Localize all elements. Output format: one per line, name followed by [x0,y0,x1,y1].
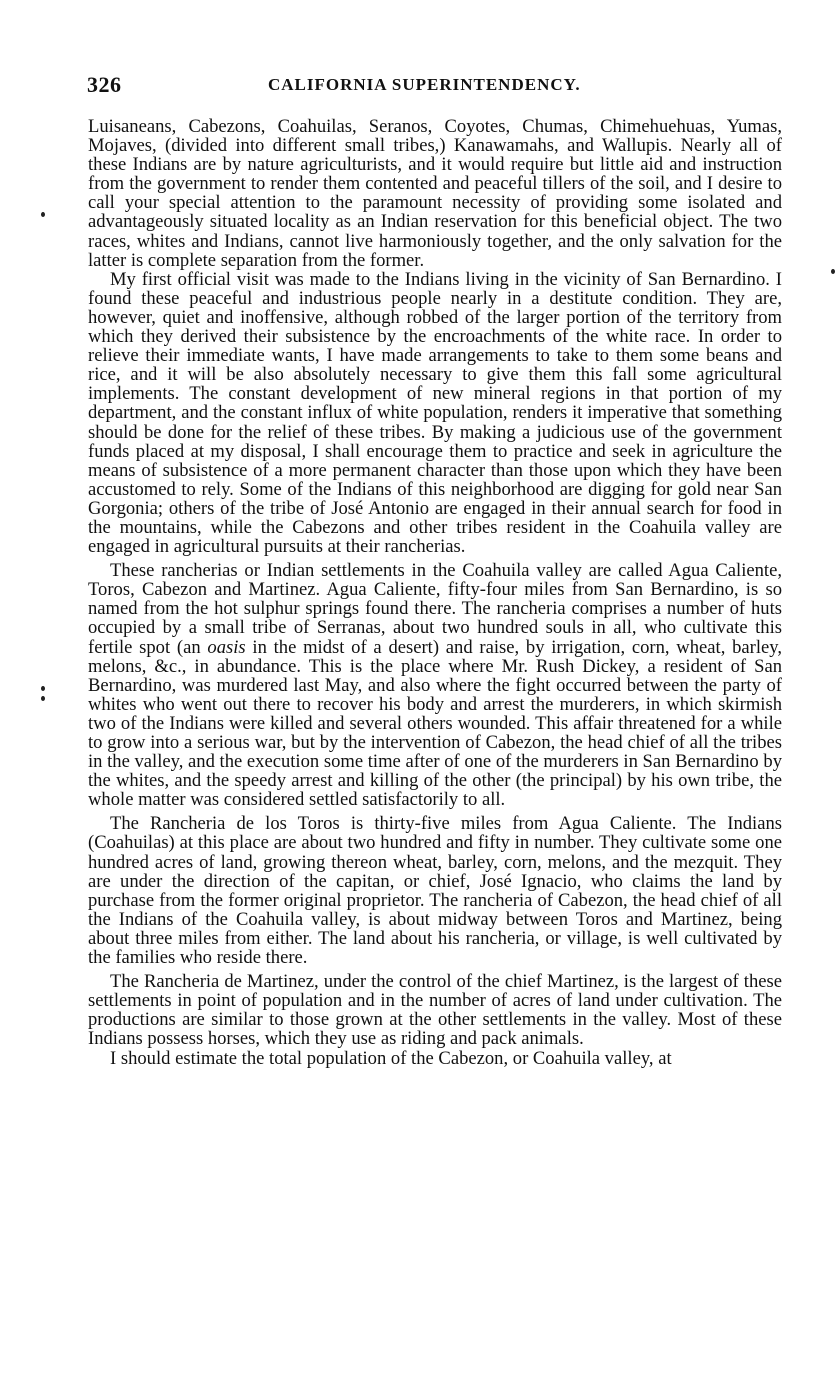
paragraph-3-italic: oasis [207,636,246,658]
paragraph-6: I should estimate the total population of the Cabezon, or Coahuila valley, at [110,1047,672,1069]
body-text [88,117,782,1068]
margin-speck [41,212,45,217]
page-number: 326 [87,72,122,97]
paragraph-4: The Rancheria de los Toros is thirty-five miles from Agua Caliente. The Indians (Coahuilas) at this place are about two hundred and fifty in number. They cultivate some one hundred acres of land, growing thereon wheat, barley, corn, melons, and the mezquit. They are under the direction of the capitan, or chief, José Ignacio, who claims the land by purchase from the former original proprietor. The rancheria of Cabezon, the head chief of all the Indians of the Coahuila valley, is about midway between Toros and Martinez, being about three miles from either. The land about his rancheria, or village, is well cultivated by the families who reside there. [88,813,782,969]
margin-speck [41,686,45,691]
paragraph-5: The Rancheria de Martinez, under the control of the chief Martinez, is the largest of these settlements in point of population and in the number of acres of land under cultivation. The productions are similar to those grown at the other settlements in the valley. Most of these Indians possess horses, which they use as riding and pack animals. [88,971,782,1050]
running-head: CALIFORNIA SUPERINTENDENCY. [268,75,581,94]
margin-speck [41,696,45,701]
paragraph-2: My first official visit was made to the Indians living in the vicinity of San Bernardino. I found these peaceful and industrious people nearly in a destitute condition. They are, however, quiet and inoffensive, although robbed of the larger portion of the territory from which they derived their subsistence by the encroachments of the white race. In order to relieve their immediate wants, I have made arrangements to take to them some beans and rice, and it will be also absolutely necessary to give them this fall some agricultural implements. The constant development of new mineral regions in that portion of my department, and the constant influx of white population, renders it imperative that something should be done for the relief of these tribes. By making a judicious use of the government funds placed at my disposal, I shall encourage them to practice and seek in agriculture the means of subsistence of a more permanent character than those upon which they have been accustomed to rely. Some of the Indians of this neighborhood are digging for gold near San Gorgonia; others of the tribe of José Antonio are engaged in their annual search for food in the mountains, while the Cabezons and other tribes resident in the Coahuila valley are engaged in agricultural pursuits at their rancherias. [88,268,782,558]
paragraph-3-text-a: These rancherias or Indian settlements in the Coahuila valley are called Agua Caliente, Toros, Cabezon and Martinez. Agua Caliente, fifty-four miles from San Bernardino, is so named from the hot sulphur springs found there. The rancheria comprises a number of huts occupied by a small tribe of Serranas, about two hundred souls in all, who cultivate this fertile spot (an [88,560,782,658]
paragraph-3 [88,561,782,809]
paragraph-1: Luisaneans, Cabezons, Coahuilas, Seranos, Coyotes, Chumas, Chimehuehuas, Yumas, Mojaves, (divided into different small tribes,) Kanawamahs, and Wallupis. Nearly all of these Indians are by nature agriculturists, and it would require but little aid and instruction from the government to render them contented and peaceful tillers of the soil, and I desire to call your special attention to the paramount necessity of providing some isolated and advantageously situated locality as an Indian reservation for this beneficial object. The two races, whites and Indians, cannot live harmoniously together, and the only salvation for the latter is complete separation from the former. [88,116,782,271]
margin-speck [831,269,835,274]
paragraph-3-text-b: in the midst of a desert) and raise, by irrigation, corn, wheat, barley, melons, &c., in abundance. This is the place where Mr. Rush Dickey, a resident of San Bernardino, was murdered last May, and also where the fight occurred between the party of whites who went out there to recover his body and arrest the murderers, in which skirmish two of the Indians were killed and several others wounded. This affair threatened for a while to grow into a serious war, but by the intervention of Cabezon, the head chief of all the tribes in the valley, and the execution some time after of one of the murderers in San Bernardino by the whites, and the speedy arrest and killing of the other (the principal) by his own tribe, the whole matter was considered settled satisfactorily to all. [88,636,782,811]
